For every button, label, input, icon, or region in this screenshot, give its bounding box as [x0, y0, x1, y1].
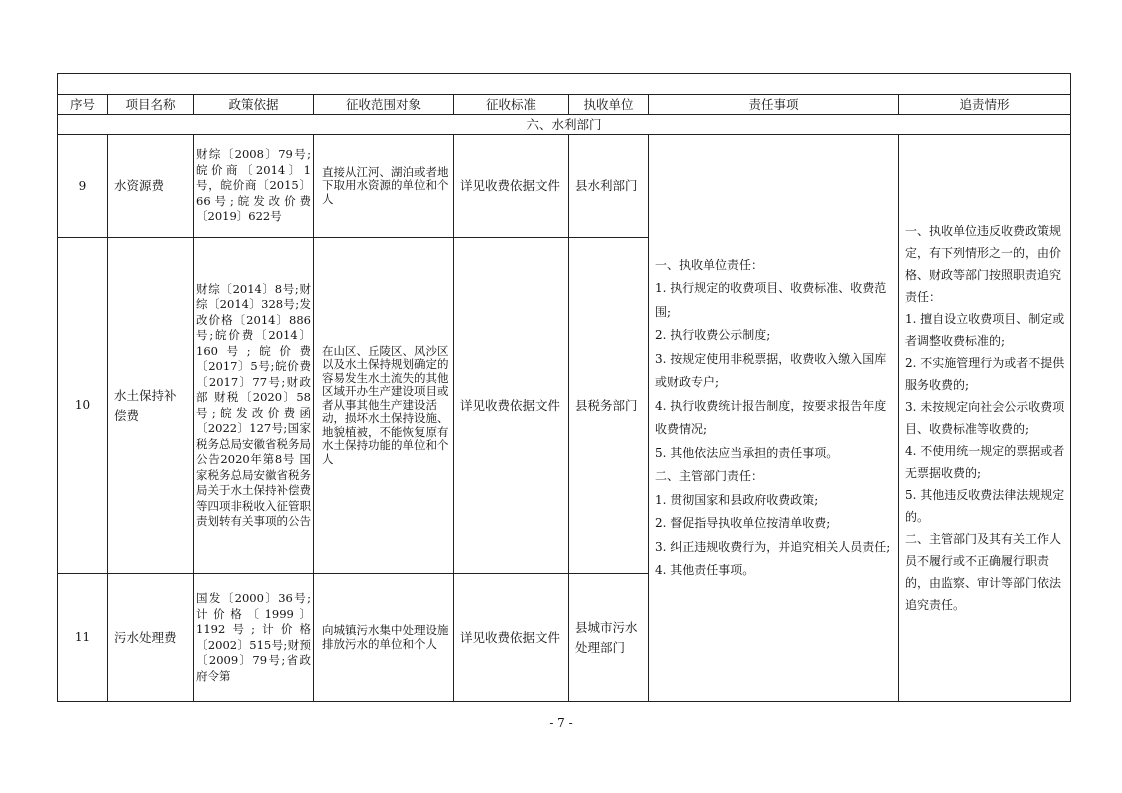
row-no: 10	[58, 238, 108, 574]
row-no: 11	[58, 574, 108, 702]
resp-line: 3. 按规定使用非税票据，收费收入缴入国库或财政专户;	[655, 351, 887, 389]
row-item-name: 水土保持补偿费	[108, 238, 194, 574]
resp-line: 2. 执行收费公示制度;	[655, 328, 771, 342]
row-item-name: 污水处理费	[108, 574, 194, 702]
row-scope: 向城镇污水集中处理设施排放污水的单位和个人	[314, 574, 454, 702]
blank-cell	[58, 74, 1071, 95]
acct-line: 5. 其他违反收费法律法规规定的。	[905, 488, 1065, 524]
header-standard: 征收标准	[454, 95, 569, 115]
row-standard: 详见收费依据文件	[454, 238, 569, 574]
header-unit: 执收单位	[569, 95, 649, 115]
resp-line: 5. 其他依法应当承担的责任事项。	[655, 445, 839, 460]
row-policy: 国发〔2000〕36号;计价格〔1999〕1192号;计价格〔2002〕515号;财预〔2009〕79号;省政府令第	[194, 574, 314, 702]
header-item-name: 项目名称	[108, 95, 194, 115]
row-scope: 直接从江河、湖泊或者地下取用水资源的单位和个人	[314, 135, 454, 238]
row-standard: 详见收费依据文件	[454, 135, 569, 238]
accountability-cell	[899, 135, 1071, 702]
acct-line: 二、主管部门及其有关工作人员不履行或不正确履行职责的，由监察、审计等部门依法追究责任。	[905, 532, 1062, 612]
acct-line: 2. 不实施管理行为或者不提供服务收费的;	[905, 356, 1065, 392]
header-no: 序号	[58, 95, 108, 115]
resp-line: 4. 执行收费统计报告制度，按要求报告年度收费情况;	[655, 398, 887, 436]
row-policy: 财综〔2014〕8号;财综〔2014〕328号;发改价格〔2014〕886号;皖价费〔2014〕160号;皖价费〔2017〕5号;皖价费〔2017〕77号;财政部 财税〔2020〕58号;皖发改价费函〔2022〕127号;国家税务总局安徽省税务局公告2020年第8号 国家税务总局安徽省税务局关于水土保持补偿费等四项非税收入征管职责划转有关事项的公告	[194, 238, 314, 574]
row-unit: 县税务部门	[569, 238, 649, 574]
row-unit: 县城市污水处理部门	[569, 574, 649, 702]
row-unit: 县水利部门	[569, 135, 649, 238]
resp-line: 一、执收单位责任：	[655, 257, 764, 272]
fee-table	[57, 73, 1071, 702]
header-scope: 征收范围对象	[314, 95, 454, 115]
header-policy: 政策依据	[194, 95, 314, 115]
table-top-blank-row	[58, 74, 1071, 95]
page-number: - 7 -	[549, 716, 573, 730]
acct-line: 1. 擅自设立收费项目、制定或者调整收费标准的;	[905, 312, 1065, 348]
table-row	[58, 135, 1071, 238]
resp-line: 4. 其他责任事项。	[655, 563, 755, 577]
resp-line: 二、主管部门责任：	[655, 469, 764, 483]
header-accountability: 追责情形	[899, 95, 1071, 115]
resp-line: 2. 督促指导执收单位按清单收费;	[655, 516, 831, 530]
table-header-row	[58, 95, 1071, 115]
row-item-name: 水资源费	[108, 135, 194, 238]
resp-line: 1. 贯彻国家和县政府收费政策;	[655, 492, 819, 507]
row-no: 9	[58, 135, 108, 238]
section-row	[58, 115, 1071, 135]
resp-line: 3. 纠正违规收费行为，并追究相关人员责任;	[655, 539, 891, 554]
acct-line: 4. 不使用统一规定的票据或者无票据收费的;	[905, 444, 1065, 480]
row-scope: 在山区、丘陵区、风沙区以及水土保持规划确定的容易发生水土流失的其他区域开办生产建设项目或者从事其他生产建设活动，损坏水土保持设施、地貌植被，不能恢复原有水土保持功能的单位和个人	[314, 238, 454, 574]
responsibility-cell	[649, 135, 899, 702]
row-standard: 详见收费依据文件	[454, 574, 569, 702]
acct-line: 一、执收单位违反收费政策规定，有下列情形之一的，由价格、财政等部门按照职责追究责任：	[905, 224, 1062, 304]
acct-line: 3. 未按规定向社会公示收费项目、收费标准等收费的;	[905, 400, 1065, 436]
resp-line: 1. 执行规定的收费项目、收费标准、收费范围;	[655, 281, 887, 319]
row-policy: 财综〔2008〕79号;皖价商〔2014〕1号，皖价商〔2015〕66号;皖发改价费〔2019〕622号	[194, 135, 314, 238]
section-title: 六、水利部门	[58, 115, 1071, 135]
fee-table-page	[57, 73, 1070, 710]
header-responsibility: 责任事项	[649, 95, 899, 115]
